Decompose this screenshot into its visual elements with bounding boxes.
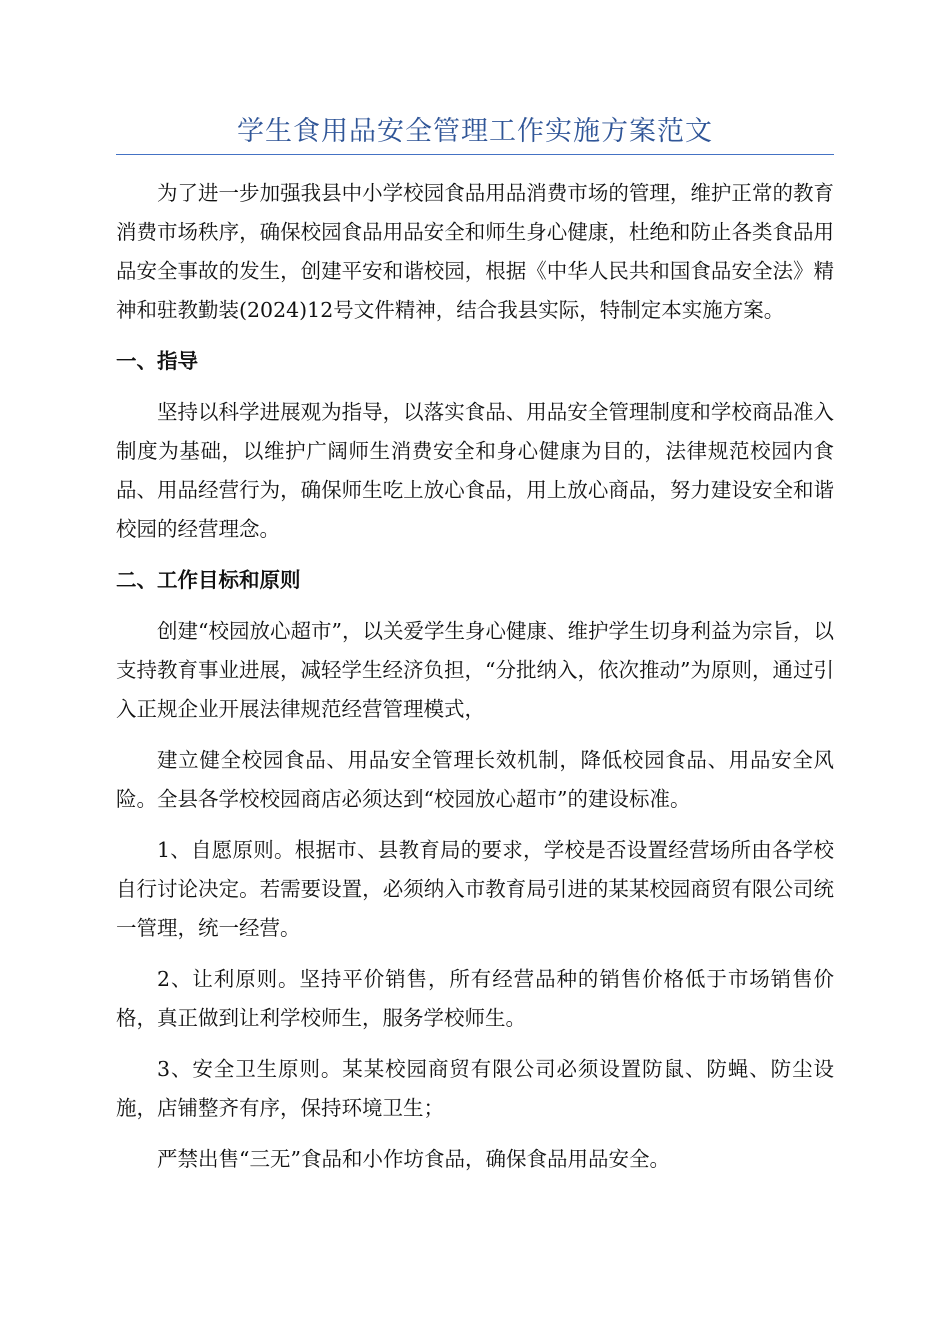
prohibition-paragraph: 严禁出售“三无”食品和小作坊食品，确保食品用品安全。 bbox=[157, 1147, 670, 1171]
section-heading-guidance: 一、指导 bbox=[116, 349, 198, 373]
goals-paragraph-2: 建立健全校园食品、用品安全管理长效机制，降低校园食品、用品安全风险。全县各学校校园商店必须达到“校园放心超市”的建设标准。 bbox=[116, 748, 834, 811]
intro-paragraph: 为了进一步加强我县中小学校园食品用品消费市场的管理，维护正常的教育消费市场秩序，确保校园食品用品安全和师生身心健康，杜绝和防止各类食品用品安全事故的发生，创建平安和谐校园，根据《中华人民共和国食品安全法》精神和驻教勤装(2024)12号文件精神，结合我县实际，特制定本实施方案。 bbox=[116, 181, 834, 322]
document-body bbox=[116, 174, 834, 1191]
title-underline bbox=[116, 154, 834, 155]
principle-voluntary: 1、自愿原则。根据市、县教育局的要求，学校是否设置经营场所由各学校自行讨论决定。若需要设置，必须纳入市教育局引进的某某校园商贸有限公司统一管理，统一经营。 bbox=[116, 838, 834, 940]
principle-safety: 3、安全卫生原则。某某校园商贸有限公司必须设置防鼠、防蝇、防尘设施，店铺整齐有序，保持环境卫生； bbox=[116, 1057, 834, 1120]
goals-paragraph-1: 创建“校园放心超市”，以关爱学生身心健康、维护学生切身利益为宗旨，以支持教育事业进展，减轻学生经济负担，“分批纳入，依次推动”为原则，通过引入正规企业开展法律规范经营管理模式， bbox=[116, 619, 834, 721]
section-heading-goals: 二、工作目标和原则 bbox=[116, 568, 301, 592]
principle-discount: 2、让利原则。坚持平价销售，所有经营品种的销售价格低于市场销售价格，真正做到让利学校师生，服务学校师生。 bbox=[116, 967, 834, 1030]
guidance-paragraph: 坚持以科学进展观为指导，以落实食品、用品安全管理制度和学校商品准入制度为基础，以维护广阔师生消费安全和身心健康为目的，法律规范校园内食品、用品经营行为，确保师生吃上放心食品，用上放心商品，努力建设安全和谐校园的经营理念。 bbox=[116, 400, 834, 541]
document-title: 学生食用品安全管理工作实施方案范文 bbox=[237, 116, 713, 147]
